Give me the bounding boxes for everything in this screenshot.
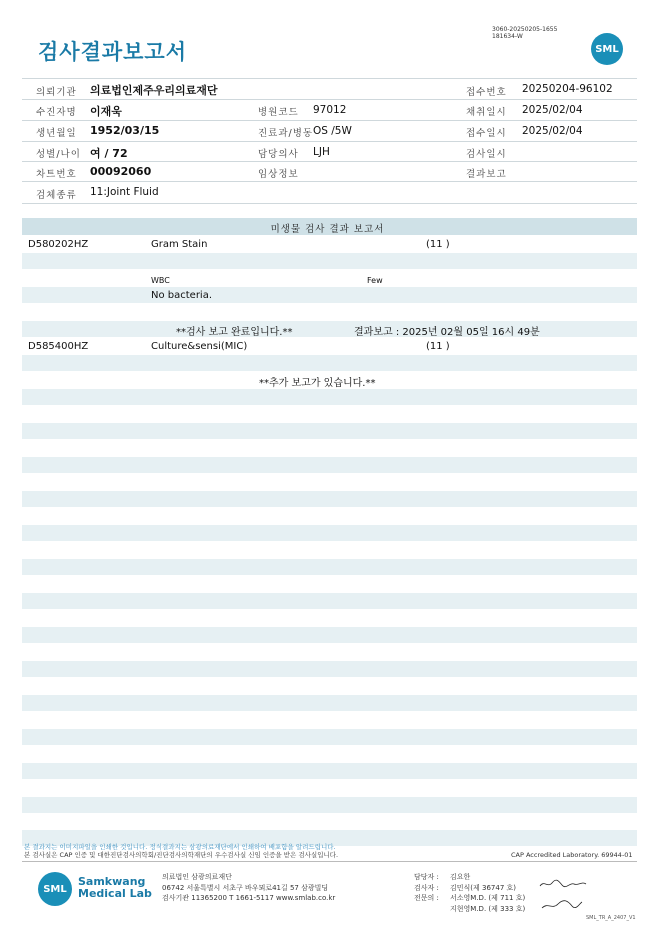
staff-role-1: 검사자 : [414,884,439,892]
value-chart-no: 00092060 [90,165,152,178]
value-patient-name: 이재욱 [90,105,122,118]
staff-name-2: 서소영M.D. (제 711 호) [450,894,526,902]
report-heading: 미생물 검사 결과 보고서 [270,224,385,235]
page-title: 검사결과보고서 [38,40,188,64]
label-accession-no: 접수번호 [466,87,507,98]
report-time: 결과보고 : 2025년 02월 05일 16시 49분 [354,327,540,338]
additional-report-note: **추가 보고가 있습니다.** [259,378,376,389]
value-hospital-code: 97012 [313,104,347,116]
signature-icon [538,878,588,890]
label-clinical-info: 임상정보 [258,169,299,180]
document-code: 3060-20250205-1655 [492,26,558,33]
staff-role-2: 전문의 : [414,894,439,902]
wbc-value: Few [367,276,383,285]
test-name-culture: Culture&sensi(MIC) [151,341,248,352]
value-specimen-type: 11:Joint Fluid [90,186,159,198]
value-birth-date: 1952/03/15 [90,124,160,137]
brand-name: Samkwang Medical Lab [78,875,152,900]
label-receipt-date: 접수일시 [466,128,507,139]
value-sex-age: 여 / 72 [90,147,128,160]
staff-name-0: 김요한 [450,873,471,881]
label-physician: 담당의사 [258,149,299,160]
test-name-gram-stain: Gram Stain [151,239,208,250]
value-requesting-institution: 의료법인제주우리의료재단 [90,84,218,97]
label-sex-age: 성별/나이 [36,149,81,160]
test-count-culture: (11 ) [426,341,450,352]
org-contact: 검사기관 11365200 T 1661-5117 www.smlab.co.kr [162,894,336,902]
wbc-label: WBC [151,276,170,285]
staff-name-1: 김민식(제 36747 호) [450,884,516,892]
label-patient-name: 수진자명 [36,107,77,118]
sml-logo-icon: SML [591,33,623,65]
value-physician: LJH [313,146,330,158]
bacteria-result: No bacteria. [151,290,213,301]
report-complete-note: **검사 보고 완료입니다.** [176,327,293,338]
test-code-gram-stain: D580202HZ [28,239,89,250]
org-address: 06742 서울특별시 서초구 바우뫼로41길 57 삼광빌딩 [162,884,329,892]
cap-accreditation: CAP Accredited Laboratory. 69944-01 [511,851,633,859]
staff-name-3: 지현영M.D. (제 333 호) [450,905,526,913]
value-receipt-date: 2025/02/04 [522,125,583,137]
value-collection-date: 2025/02/04 [522,104,583,116]
test-code-culture: D585400HZ [28,341,89,352]
label-test-date: 검사일시 [466,149,507,160]
label-specimen-type: 검체종류 [36,190,77,201]
document-code-2: 181634-W [492,33,523,40]
signature-2-icon [540,898,584,912]
certification-notice: 본 검사실은 CAP 인증 및 대한진단검사의학회/진단검사의학재단의 우수검사실 신임 인증을 받은 검사실입니다. [24,851,339,859]
image-print-notice: 본 결과지는 이미지파일을 인쇄한 것입니다. 정식결과지는 삼광의료재단에서 인쇄하여 배포함을 알려드립니다. [24,843,336,851]
value-accession-no: 20250204-96102 [522,83,613,95]
value-department: OS /5W [313,125,352,137]
test-count-gram-stain: (11 ) [426,239,450,250]
org-name: 의료법인 삼광의료재단 [162,873,232,881]
label-department: 진료과/병동 [258,128,314,139]
label-requesting-institution: 의뢰기관 [36,87,77,98]
label-collection-date: 채취일시 [466,107,507,118]
label-result-report: 결과보고 [466,169,507,180]
form-code: SML_TR_A_2407_V1 [586,915,636,921]
label-birth-date: 생년월일 [36,128,77,139]
staff-role-0: 담당자 : [414,873,439,881]
label-hospital-code: 병원코드 [258,107,299,118]
label-chart-no: 차트번호 [36,169,77,180]
sml-footer-logo-icon: SML [38,872,72,906]
